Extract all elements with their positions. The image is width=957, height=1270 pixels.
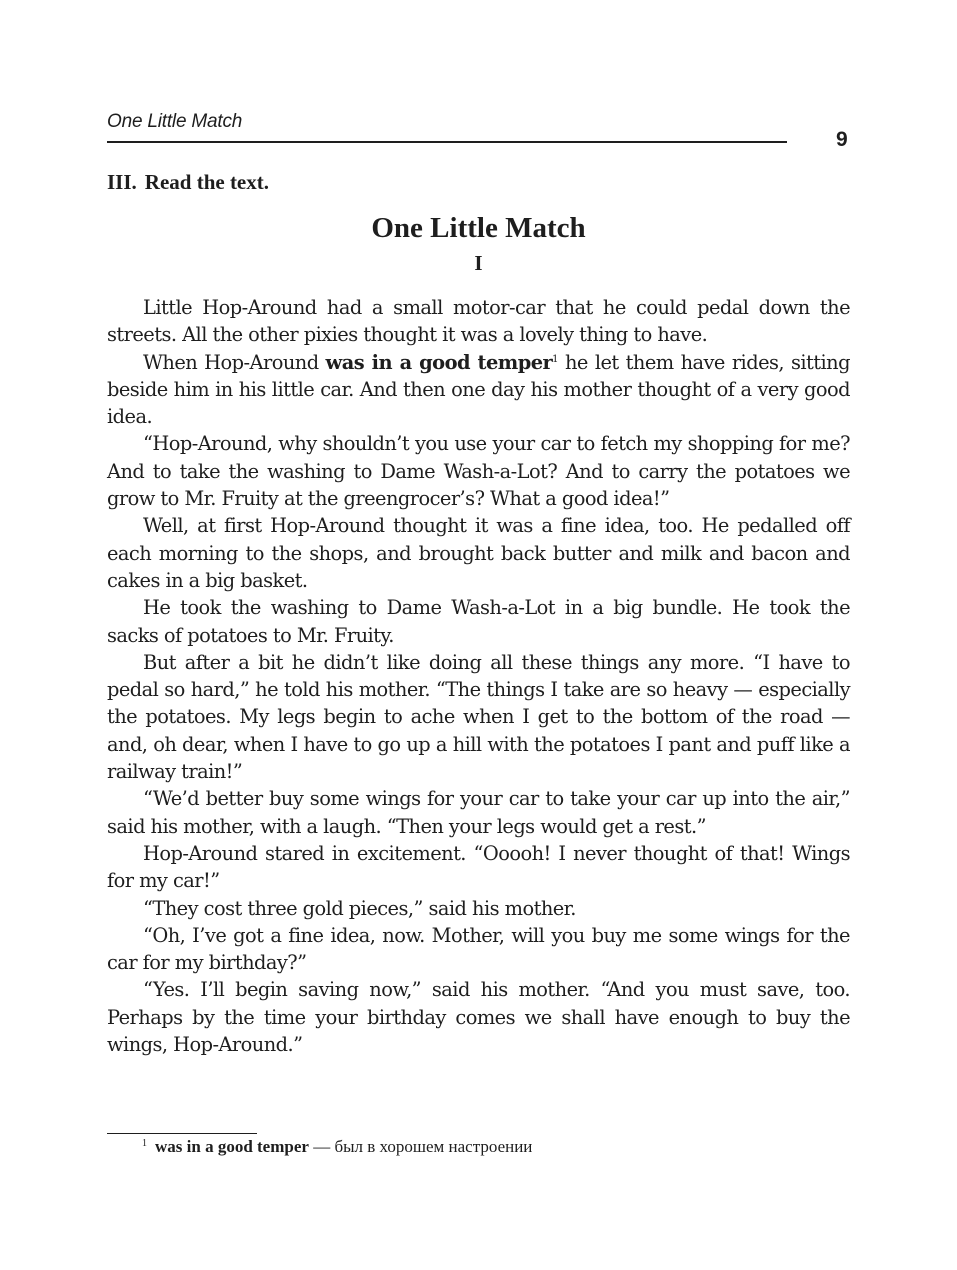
footnote-marker: 1: [142, 1138, 147, 1149]
paragraph-11: “Yes. I’ll begin saving now,” said his mother. “And you must save, too. Perhaps by the time your birthday comes we shall have enough to buy the wings, Hop-Around.”: [107, 978, 850, 1057]
paragraph-10: “Oh, I’ve got a fine idea, now. Mother, will you buy me some wings for the car for my birthday?”: [107, 923, 850, 975]
footnote-term: was in a good temper: [155, 1137, 309, 1156]
exercise-number: III.: [107, 170, 137, 194]
paragraph-2: [107, 349, 850, 431]
paragraph-2-start: When Hop-Around: [143, 350, 326, 374]
paragraph-8: Hop-Around stared in excitement. “Ooooh! I never thought of that! Wings for my car!”: [107, 841, 850, 893]
story-title: One Little Match: [371, 212, 586, 244]
footnote-definition: — был в хорошем настроении: [308, 1137, 533, 1156]
exercise-instruction: [107, 170, 269, 195]
page-number: 9: [836, 128, 848, 151]
footnote-rule: [107, 1133, 257, 1134]
chapter-number: I: [474, 251, 483, 275]
paragraph-1: Little Hop-Around had a small motor-car that he could pedal down the streets. All the other pixies thought it was a lovely thing to have.: [107, 296, 850, 347]
paragraph-5: He took the washing to Dame Wash-a-Lot in a big bundle. He took the sacks of potatoes to Mr. Fruity.: [107, 596, 850, 647]
exercise-text: Read the text.: [144, 170, 269, 194]
paragraph-7: “We’d better buy some wings for your car to take your car up into the air,” said his mother, with a laugh. “Then your legs would get a rest.”: [107, 787, 850, 838]
footnote: [142, 1137, 532, 1157]
header-rule: [107, 141, 787, 143]
story-text: [107, 294, 850, 1058]
paragraph-9: “They cost three gold pieces,” said his mother.: [143, 896, 576, 920]
paragraph-2-end: he let them have rides, sitting beside him in his little car. And then one day his mother thought of a very good idea.: [107, 350, 850, 429]
running-title: One Little Match: [107, 111, 243, 132]
paragraph-6: But after a bit he didn’t like doing all these things any more. “I have to pedal so hard,” he told his mother. “The things I take are so heavy — especially the potatoes. My legs begin to ache when I get to the bottom of the road — and, oh dear, when I have to go up a hill with the potatoes I pant and puff like a railway train!”: [107, 650, 850, 784]
paragraph-3: “Hop-Around, why shouldn’t you use your car to fetch my shopping for me? And to take the washing to Dame Wash-a-Lot? And to carry the potatoes we grow to Mr. Fruity at the greengrocer’s? What a good idea!”: [107, 432, 850, 511]
glossary-term: was in a good temper: [325, 350, 553, 374]
footnote-reference: 1: [552, 353, 558, 365]
paragraph-4: Well, at first Hop-Around thought it was a fine idea, too. He pedalled off each morning to the shops, and brought back butter and milk and bacon and cakes in a big basket.: [107, 514, 850, 592]
